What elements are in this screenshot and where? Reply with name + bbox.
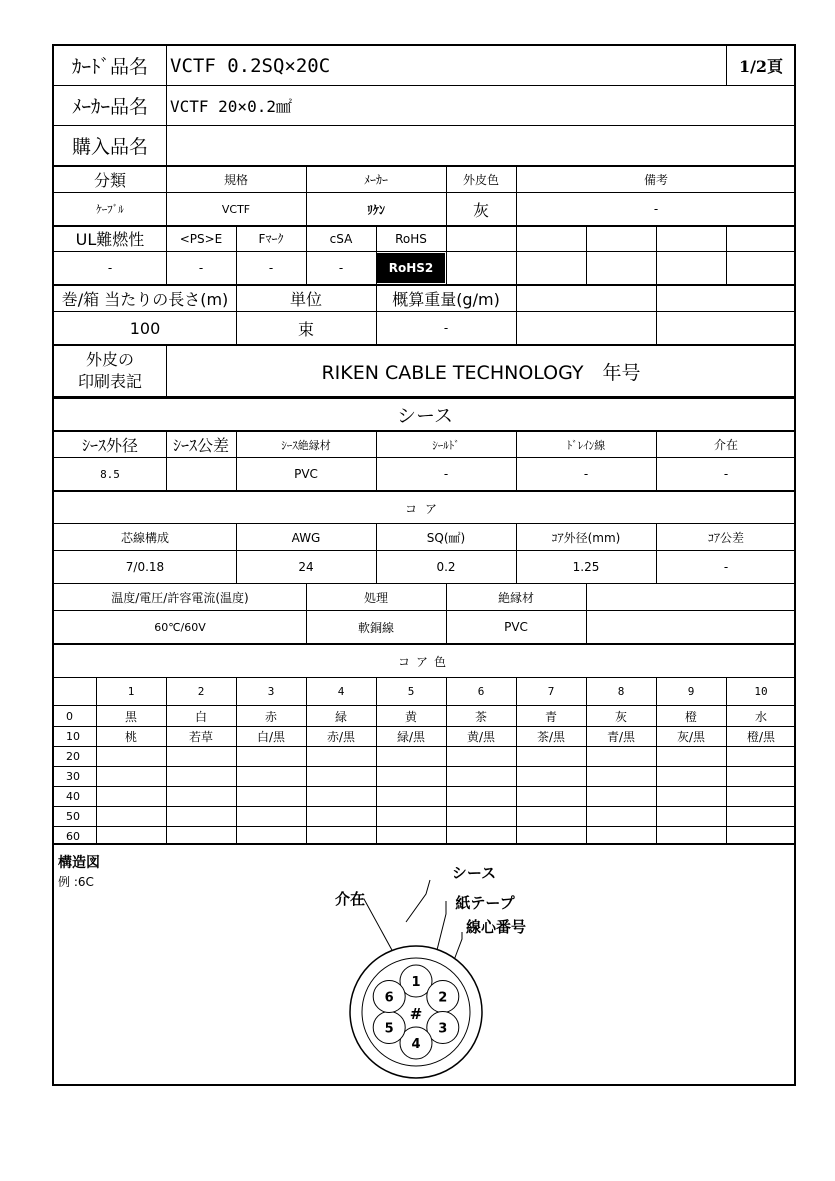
color-cell — [96, 786, 166, 806]
color-column-header: 6 — [477, 685, 485, 698]
color-cell: 橙 — [684, 709, 697, 724]
grid-line — [54, 192, 794, 193]
csa-value: - — [338, 261, 344, 275]
grid-line — [54, 457, 794, 458]
insulation-value: PVC — [504, 620, 528, 634]
grid-line — [166, 344, 167, 396]
grid-line — [54, 398, 794, 399]
cert-value-6 — [446, 252, 516, 284]
color-cell: 橙/黒 — [746, 729, 776, 744]
classification-header: 分類 — [93, 170, 126, 190]
color-cell — [656, 766, 726, 786]
color-cell — [96, 806, 166, 826]
color-column-header: 1 — [127, 685, 135, 698]
grid-line — [54, 523, 794, 524]
purchase-name-label: 購入品名 — [71, 136, 148, 158]
color-cell — [166, 746, 236, 766]
color-cell — [306, 786, 376, 806]
color-cell — [586, 786, 656, 806]
shield-value: - — [443, 467, 449, 481]
color-cell — [96, 746, 166, 766]
rohs2-badge: RoHS2 — [377, 253, 445, 283]
grid-line — [376, 677, 377, 843]
packaging-header-4 — [516, 286, 656, 311]
rating-value: 60℃/60V — [154, 620, 206, 634]
grid-line — [656, 430, 657, 490]
grid-line — [516, 430, 517, 490]
conductor-config-value: 7/0.18 — [125, 560, 165, 574]
color-cell — [446, 766, 516, 786]
weight-header: 概算重量(g/m) — [392, 290, 500, 309]
color-cell: 白 — [194, 709, 207, 724]
conductor-config-header: 芯線構成 — [120, 531, 169, 545]
core-number: 1 — [411, 975, 421, 990]
color-cell — [236, 746, 306, 766]
grid-line — [54, 225, 794, 227]
pse-header: <PS>E — [179, 231, 223, 246]
color-cell — [96, 766, 166, 786]
f-mark-value: - — [268, 261, 274, 275]
grid-line — [54, 806, 794, 807]
remarks-value: - — [653, 202, 659, 216]
cert-value-7 — [516, 252, 586, 284]
sheath-insulation-header: ｼｰｽ絶縁材 — [281, 438, 331, 452]
core-tolerance-value: - — [723, 560, 729, 574]
drain-wire-header: ﾄﾞﾚｲﾝ線 — [566, 438, 606, 452]
grid-line — [726, 46, 727, 85]
filler-label: 介在 — [334, 890, 366, 908]
grid-line — [54, 490, 794, 492]
color-row-label: 10 — [66, 729, 80, 743]
color-cell: 灰/黒 — [676, 729, 706, 744]
grid-line — [376, 284, 377, 344]
grid-line — [306, 225, 307, 284]
grid-line — [586, 583, 587, 643]
core-number: 2 — [438, 990, 448, 1006]
rohs-header: RoHS — [395, 231, 427, 246]
grid-line — [586, 225, 587, 284]
weight-value: - — [443, 321, 449, 335]
grid-line — [726, 677, 727, 843]
color-row-label: 20 — [66, 749, 80, 763]
drain-wire-value: - — [583, 467, 589, 481]
remarks-header: 備考 — [643, 172, 668, 187]
color-column-header: 10 — [754, 685, 768, 698]
grid-line — [516, 523, 517, 583]
tape-leader — [436, 901, 446, 954]
grid-line — [306, 165, 307, 225]
sq-value: 0.2 — [436, 560, 456, 574]
sheath-title: シース — [396, 404, 454, 427]
grid-line — [54, 843, 794, 845]
grid-line — [54, 726, 794, 727]
core-number: 4 — [411, 1037, 421, 1052]
color-row-label: 0 — [66, 709, 73, 723]
core-number-label: 線心番号 — [465, 918, 527, 936]
grid-line — [236, 523, 237, 583]
core-header2-4 — [586, 584, 796, 610]
grid-line — [54, 125, 794, 126]
color-cell — [586, 806, 656, 826]
color-cell — [656, 786, 726, 806]
grid-line — [54, 251, 794, 252]
sheath-leader — [406, 880, 430, 922]
rating-header: 温度/電圧/許容電流(温度) — [111, 590, 249, 605]
grid-line — [446, 225, 447, 284]
color-cell — [516, 806, 586, 826]
color-cell: 桃 — [124, 729, 137, 744]
grid-line — [166, 430, 167, 490]
f-mark-header: Fﾏｰｸ — [258, 232, 284, 246]
cert-header-9 — [656, 226, 726, 251]
color-cell: 緑/黒 — [396, 729, 426, 744]
color-cell — [516, 786, 586, 806]
color-cell — [726, 806, 796, 826]
shield-header: ｼｰﾙﾄﾞ — [432, 438, 460, 452]
core-number: 6 — [384, 990, 394, 1006]
color-cell — [376, 746, 446, 766]
grid-line — [54, 677, 794, 678]
packaging-value-4 — [516, 312, 656, 344]
purchase-name-value — [166, 126, 796, 165]
csa-header: cSA — [329, 231, 353, 246]
grid-line — [516, 677, 517, 843]
color-cell — [586, 766, 656, 786]
color-cell — [516, 746, 586, 766]
grid-line — [656, 523, 657, 583]
color-column-header: 2 — [197, 685, 205, 698]
treatment-value: 軟銅線 — [357, 620, 394, 635]
cert-value-10 — [726, 252, 796, 284]
unit-header: 単位 — [289, 290, 322, 309]
sheath-od-header: ｼｰｽ外径 — [81, 436, 138, 455]
grid-line — [54, 705, 794, 706]
grid-line — [54, 85, 794, 86]
color-cell — [726, 746, 796, 766]
classification-value: ｹｰﾌﾞﾙ — [96, 203, 124, 216]
pse-value: - — [198, 261, 204, 275]
standard-header: 規格 — [223, 172, 248, 187]
color-cell: 水 — [754, 709, 767, 724]
color-row-label: 60 — [66, 829, 80, 843]
treatment-header: 処理 — [363, 590, 388, 605]
grid-line — [516, 225, 517, 284]
color-cell: 灰 — [614, 709, 627, 724]
sheath-tolerance-value — [166, 458, 236, 490]
grid-line — [54, 766, 794, 767]
grid-line — [306, 677, 307, 843]
grid-line — [516, 284, 517, 344]
grid-line — [656, 284, 657, 344]
maker-name-value: VCTF 20×0.2㎟ — [170, 97, 292, 116]
standard-value: VCTF — [221, 202, 251, 216]
structure-title: 構造図 — [58, 855, 100, 871]
sq-header: SQ(㎟) — [426, 531, 466, 545]
cross-section-diagram — [54, 844, 796, 1084]
ul-value: - — [107, 261, 113, 275]
color-column-header: 5 — [407, 685, 415, 698]
sheath-od-value: 8.5 — [100, 467, 120, 481]
sheath-insulation-value: PVC — [294, 467, 318, 481]
core-number: 5 — [384, 1021, 394, 1037]
card-name-label: ｶｰﾄﾞ品名 — [71, 56, 148, 78]
core-tolerance-header: ｺｱ公差 — [707, 531, 744, 545]
cert-header-10 — [726, 226, 796, 251]
maker-name-label: ﾒｰｶｰ品名 — [71, 96, 148, 118]
color-column-header: 7 — [547, 685, 555, 698]
color-cell — [236, 766, 306, 786]
grid-line — [446, 165, 447, 225]
cert-header-7 — [516, 226, 586, 251]
print-label-line2: 印刷表記 — [77, 372, 142, 391]
grid-line — [376, 225, 377, 284]
filler-value: - — [723, 467, 729, 481]
grid-line — [236, 284, 237, 344]
color-cell: 黒 — [124, 709, 137, 724]
ul-header: UL難燃性 — [75, 230, 145, 249]
grid-line — [236, 430, 237, 490]
grid-line — [54, 583, 794, 584]
color-cell: 黄/黒 — [466, 729, 496, 744]
core-od-value: 1.25 — [572, 560, 600, 574]
color-cell — [376, 766, 446, 786]
color-cell: 黄 — [404, 709, 417, 724]
color-cell — [726, 766, 796, 786]
grid-line — [166, 165, 167, 284]
grid-line — [54, 643, 794, 645]
packaging-value-5 — [656, 312, 796, 344]
color-column-header: 3 — [267, 685, 275, 698]
color-cell: 赤/黒 — [326, 729, 356, 744]
grid-line — [54, 311, 794, 312]
grid-line — [54, 430, 794, 432]
grid-line — [54, 786, 794, 787]
grid-line — [376, 523, 377, 583]
grid-line — [446, 677, 447, 843]
sheath-color-value: 灰 — [472, 200, 489, 220]
core-title: コア — [404, 501, 445, 516]
color-row-label: 40 — [66, 789, 80, 803]
color-column-header: 8 — [617, 685, 625, 698]
grid-line — [446, 583, 447, 643]
grid-line — [54, 610, 794, 611]
unit-value: 束 — [297, 319, 314, 339]
maker-header: ﾒｰｶｰ — [363, 172, 388, 187]
grid-line — [54, 344, 794, 346]
print-label-line1: 外皮の — [85, 350, 134, 369]
grid-line — [236, 225, 237, 284]
color-cell — [376, 786, 446, 806]
color-cell — [446, 746, 516, 766]
color-cell — [166, 786, 236, 806]
core-number: 3 — [438, 1021, 448, 1037]
grid-line — [726, 225, 727, 284]
color-cell — [306, 806, 376, 826]
cert-value-8 — [586, 252, 656, 284]
color-cell — [166, 806, 236, 826]
paper-tape-label: 紙テープ — [455, 894, 515, 912]
length-per-unit-value: 100 — [129, 318, 161, 338]
color-cell: 赤 — [264, 709, 277, 724]
grid-line — [656, 677, 657, 843]
sheath-color-header: 外皮色 — [462, 172, 499, 187]
awg-header: AWG — [291, 530, 321, 545]
insulation-header: 絶縁材 — [497, 590, 534, 605]
awg-value: 24 — [298, 560, 314, 574]
grid-line — [54, 165, 794, 167]
color-cell — [516, 766, 586, 786]
color-cell — [446, 786, 516, 806]
maker-value: ﾘｹﾝ — [366, 202, 385, 217]
cert-header-8 — [586, 226, 656, 251]
color-cell — [726, 786, 796, 806]
color-cell — [656, 806, 726, 826]
color-cell: 緑 — [334, 709, 347, 724]
color-cell — [166, 766, 236, 786]
color-cell: 青/黒 — [606, 729, 636, 744]
color-cell — [586, 746, 656, 766]
grid-line — [656, 225, 657, 284]
core-od-header: ｺｱ外径(mm) — [551, 531, 621, 545]
grid-line — [516, 165, 517, 225]
color-cell: 青 — [544, 709, 557, 724]
structure-example: 例 :6C — [58, 874, 94, 889]
grid-line — [306, 583, 307, 643]
color-cell: 茶/黒 — [536, 729, 566, 744]
color-row-label: 30 — [66, 769, 80, 783]
print-label — [54, 346, 166, 396]
length-per-unit-header: 巻/箱 当たりの長さ(m) — [61, 290, 229, 309]
color-cell — [376, 806, 446, 826]
grid-line — [166, 677, 167, 843]
color-cell — [306, 746, 376, 766]
color-cell: 茶 — [474, 709, 487, 724]
color-cell: 若草 — [188, 729, 213, 744]
color-cell — [446, 806, 516, 826]
grid-line — [54, 826, 794, 827]
grid-line — [376, 430, 377, 490]
print-text: RIKEN CABLE TECHNOLOGY 年号 — [321, 361, 641, 384]
grid-line — [166, 46, 167, 165]
grid-line — [236, 677, 237, 843]
spec-sheet — [52, 44, 796, 1086]
color-column-header: 9 — [687, 685, 695, 698]
color-cell: 白/黒 — [256, 729, 286, 744]
grid-line — [54, 550, 794, 551]
cert-value-9 — [656, 252, 726, 284]
grid-line — [96, 677, 97, 843]
filler-center-mark: # — [409, 1005, 423, 1023]
page-number: 1/2頁 — [738, 57, 784, 76]
grid-line — [54, 746, 794, 747]
cert-header-6 — [446, 226, 516, 251]
color-cell — [306, 766, 376, 786]
color-column-header: 4 — [337, 685, 345, 698]
sheath-tolerance-header: ｼｰｽ公差 — [172, 436, 229, 455]
core-color-title: コア色 — [397, 655, 452, 669]
color-cell — [656, 746, 726, 766]
color-row-label: 50 — [66, 809, 80, 823]
grid-line — [586, 677, 587, 843]
color-cell — [236, 806, 306, 826]
packaging-header-5 — [656, 286, 796, 311]
grid-line — [54, 284, 794, 286]
core-value2-4 — [586, 611, 796, 643]
filler-header: 介在 — [713, 438, 738, 452]
sheath-label: シース — [451, 864, 497, 882]
color-cell — [236, 786, 306, 806]
card-name-value: VCTF 0.2SQ×20C — [170, 54, 331, 77]
